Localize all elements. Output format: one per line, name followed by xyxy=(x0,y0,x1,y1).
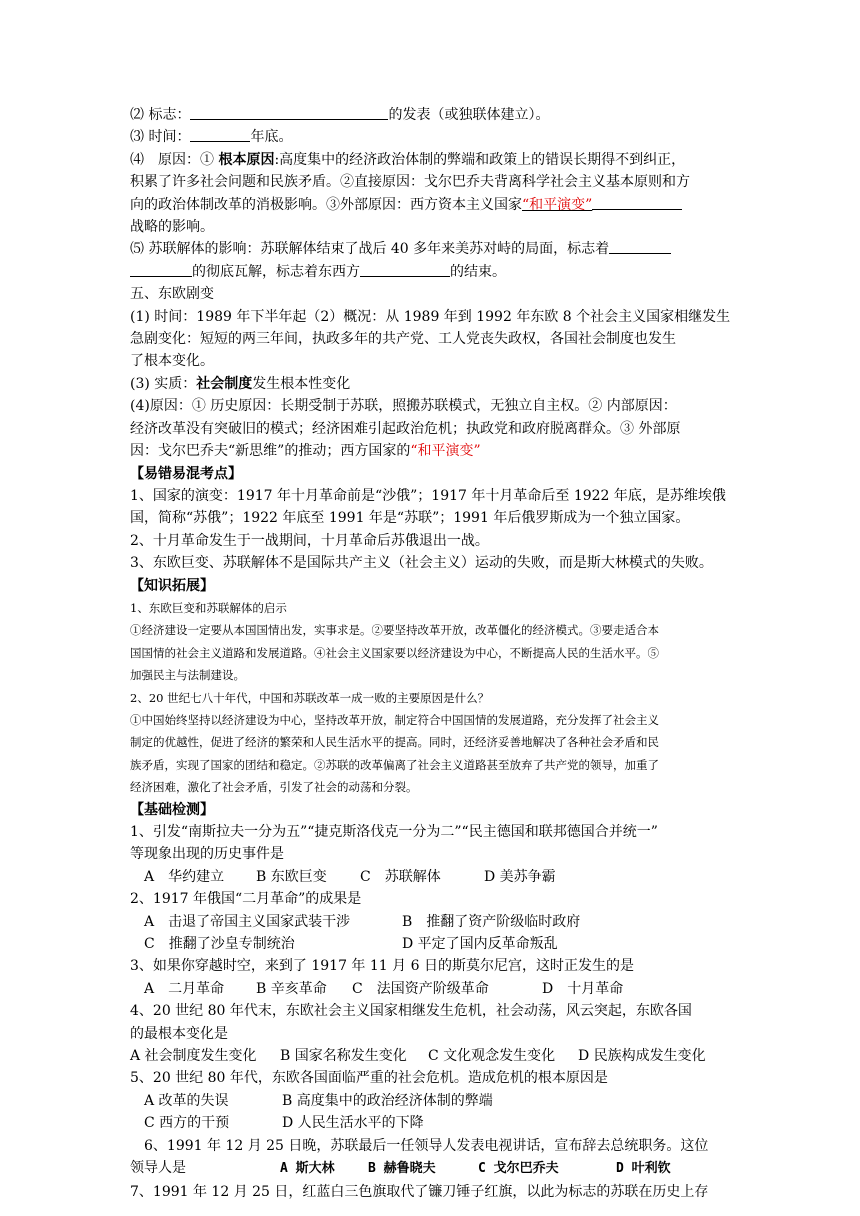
text-line: 战略的影响。 xyxy=(130,219,214,236)
text-line: (1) 时间：1989 年下半年起（2）概况：从 1989 年到 1992 年东欧 8 个社会主义国家相继发生 xyxy=(130,308,731,325)
text-line: 2、20 世纪七八十年代，中国和苏联改革一成一败的主要原因是什么？ xyxy=(130,690,490,705)
fill-blank[interactable] xyxy=(609,239,671,254)
option-c[interactable]: C 戈尔巴乔夫 xyxy=(478,1161,559,1177)
option-d[interactable]: D 十月革命 xyxy=(542,980,624,997)
text-line: (3) 实质：社会制度发生根本性变化 xyxy=(130,375,351,392)
text-line: 经济改革没有突破旧的模式；经济困难引起政治危机；执政党和政府脱离群众。③ 外部原 xyxy=(130,420,681,437)
question-stem: 4、20 世纪 80 年代末，东欧社会主义国家相继发生危机，社会动荡，风云突起，东欧各国 xyxy=(130,1003,692,1020)
text-line: ①经济建设一定要从本国国情出发，实事求是。②要坚持改革开放，改革僵化的经济模式。③要走适合本 xyxy=(130,623,659,638)
text-line: ⑷ 原因：① 根本原因:高度集中的经济政治体制的弊端和政策上的错误长期得不到纠正， xyxy=(130,151,686,168)
option-a[interactable]: A 改革的失误 xyxy=(144,1092,229,1109)
option-c[interactable]: C 苏联解体 xyxy=(360,868,441,885)
text-line: 急剧变化：短短的两三年间，执政多年的共产党、工人党丧失政权，各国社会制度也发生 xyxy=(130,331,676,348)
option-b[interactable]: B 辛亥革命 xyxy=(256,980,327,997)
text-line: 1、东欧巨变和苏联解体的启示 xyxy=(130,600,287,615)
option-c[interactable]: C 法国资产阶级革命 xyxy=(352,980,489,997)
question-stem: 6、1991 年 12 月 25 日晚，苏联最后一任领导人发表电视讲话，宣布辞去总统职务。这位 xyxy=(144,1137,709,1154)
text-line: 了根本变化。 xyxy=(130,353,214,370)
option-c[interactable]: C 西方的干预 xyxy=(144,1115,230,1132)
text-line: 族矛盾，实现了国家的团结和稳定。②苏联的改革偏离了社会主义道路甚至放弃了共产党的领导，加重了 xyxy=(130,757,659,772)
option-b[interactable]: B 高度集中的政治经济体制的弊端 xyxy=(282,1092,493,1109)
option-c[interactable]: C 推翻了沙皇专制统治 xyxy=(144,936,295,953)
options-row xyxy=(130,1157,736,1180)
question-stem: 3、如果你穿越时空，来到了 1917 年 11 月 6 日的斯莫尔尼宫，这时正发生的是 xyxy=(130,958,634,975)
text-line: 向的政治体制改革的消极影响。③外部原因：西方资本主义国家“和平演变” xyxy=(130,194,736,216)
text-line: 加强民主与法制建设。 xyxy=(130,668,245,683)
question-stem: 7、1991 年 12 月 25 日，红蓝白三色旗取代了镰刀锤子红旗，以此为标志的苏联在历史上存 xyxy=(130,1183,709,1200)
option-a[interactable]: A 击退了帝国主义国家武装干涉 xyxy=(144,913,351,930)
option-a[interactable]: A 华约建立 xyxy=(144,868,225,885)
fill-blank[interactable] xyxy=(360,262,450,277)
question-stem: 等现象出现的历史事件是 xyxy=(130,846,284,863)
option-d[interactable]: D 平定了国内反革命叛乱 xyxy=(402,936,558,953)
option-d[interactable]: D 美苏争霸 xyxy=(484,868,556,885)
text-line: ⑵ 标志： 的发表（或独联体建立）。 xyxy=(130,107,550,123)
options-row xyxy=(130,1045,736,1067)
option-d[interactable]: D 叶利钦 xyxy=(616,1161,671,1177)
text-line: (4)原因：① 历史原因：长期受制于苏联，照搬苏联模式，无独立自主权。② 内部原因： xyxy=(130,398,677,415)
text-line: 因：戈尔巴乔夫“新思维”的推动；西方国家的“和平演变” xyxy=(130,443,481,460)
option-b[interactable]: B 国家名称发生变化 xyxy=(280,1048,407,1065)
document-page xyxy=(130,104,736,1203)
section-title: 五、东欧剧变 xyxy=(130,286,214,303)
text-line: 1、国家的演变：1917 年十月革命前是“沙俄”；1917 年十月革命后至 1922 年底，是苏维埃俄 xyxy=(130,487,726,504)
options-row xyxy=(130,933,736,955)
section-heading: 【易错易混考点】 xyxy=(130,465,242,482)
option-a[interactable]: A 二月革命 xyxy=(144,980,225,997)
text-line: ⑸ 苏联解体的影响：苏联解体结束了战后 40 多年来美苏对峙的局面，标志着 xyxy=(130,238,736,260)
option-b[interactable]: B 赫鲁晓夫 xyxy=(368,1161,436,1177)
option-b[interactable]: B 东欧巨变 xyxy=(256,868,327,885)
option-c[interactable]: C 文化观念发生变化 xyxy=(428,1048,556,1065)
question-stem: 2、1917 年俄国“二月革命”的成果是 xyxy=(130,891,362,908)
text-line: 经济困难，激化了社会矛盾，引发了社会的动荡和分裂。 xyxy=(130,780,418,795)
text-line: 国国情的社会主义道路和发展道路。④社会主义国家要以经济建设为中心，不断提高人民的生活水平。⑤ xyxy=(130,645,659,660)
options-row xyxy=(130,1112,736,1134)
question-stem-cont: 领导人是 xyxy=(130,1160,186,1177)
text-line: ⑶ 时间： 年底。 xyxy=(130,129,293,146)
text-line: 2、十月革命发生于一战期间，十月革命后苏俄退出一战。 xyxy=(130,532,489,549)
question-stem: 5、20 世纪 80 年代，东欧各国面临严重的社会危机。造成危机的根本原因是 xyxy=(130,1070,608,1087)
text-line: 制定的优越性，促进了经济的繁荣和人民生活水平的提高。同时，还经济妥善地解决了各种社会矛盾和民 xyxy=(130,735,659,750)
question-stem: 的最根本变化是 xyxy=(130,1025,228,1042)
fill-blank[interactable] xyxy=(592,195,682,210)
option-b[interactable]: B 推翻了资产阶级临时政府 xyxy=(402,913,581,930)
options-row xyxy=(130,911,736,933)
text-line: ①中国始终坚持以经济建设为中心，坚持改革开放，制定符合中国国情的发展道路，充分发挥了社会主义 xyxy=(130,712,659,727)
fill-blank[interactable] xyxy=(130,262,192,277)
question-stem: 1、引发“南斯拉夫一分为五”“捷克斯洛伐克一分为二”“民主德国和联邦德国合并统一” xyxy=(130,824,658,840)
option-a[interactable]: A 斯大林 xyxy=(280,1161,335,1177)
text-line: 积累了许多社会问题和民族矛盾。②直接原因：戈尔巴乔夫背离科学社会主义基本原则和方 xyxy=(130,174,690,191)
option-a[interactable]: A 社会制度发生变化 xyxy=(130,1048,257,1065)
options-row xyxy=(130,1090,736,1112)
option-d[interactable]: D 民族构成发生变化 xyxy=(578,1048,706,1065)
text-line: 3、东欧巨变、苏联解体不是国际共产主义（社会主义）运动的失败，而是斯大林模式的失败。 xyxy=(130,555,713,572)
text-line: 国，简称“苏俄”；1922 年底至 1991 年是“苏联”；1991 年后俄罗斯成为一个独立国家。 xyxy=(130,510,690,527)
fill-blank[interactable] xyxy=(190,105,388,120)
fill-blank[interactable] xyxy=(190,127,250,142)
options-row xyxy=(130,978,736,1000)
section-heading: 【知识拓展】 xyxy=(130,577,214,594)
option-d[interactable]: D 人民生活水平的下降 xyxy=(282,1115,424,1132)
section-heading: 【基础检测】 xyxy=(130,801,214,818)
text-line: 的彻底瓦解，标志着东西方 的结束。 xyxy=(130,261,736,283)
options-row xyxy=(130,866,736,888)
